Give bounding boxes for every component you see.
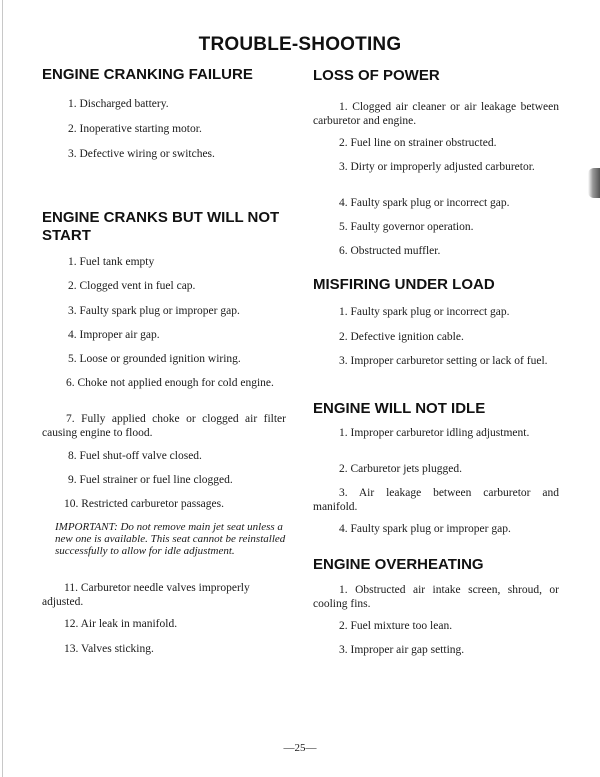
list-item: 3. Dirty or improperly adjusted carburetor. — [339, 161, 535, 173]
list-item: 2. Clogged vent in fuel cap. — [68, 280, 196, 292]
heading-engine-will-not-idle: ENGINE WILL NOT IDLE — [313, 400, 486, 417]
heading-engine-cranks-not-start: ENGINE CRANKS BUT WILL NOT — [42, 209, 280, 226]
page-edge-mark — [588, 168, 600, 198]
list-item: 12. Air leak in manifold. — [64, 618, 178, 630]
list-item: 6. Choke not applied enough for cold engine. — [66, 377, 274, 389]
list-item: 11. Carburetor needle valves improperly adjusted. — [42, 582, 250, 608]
heading-engine-cranks-not-start-line2: START — [42, 227, 91, 244]
list-item: 13. Valves sticking. — [64, 643, 154, 655]
list-item: 1. Clogged air cleaner or air leakage between carburetor and engine. — [313, 101, 559, 127]
list-item: 2. Carburetor jets plugged. — [339, 463, 462, 475]
important-note: IMPORTANT: Do not remove main jet seat unless a new one is available. This seat cannot be reinstalled successfully to allow for idle adjustment. — [55, 521, 286, 557]
list-item: 3. Improper air gap setting. — [339, 644, 465, 656]
list-item: 6. Obstructed muffler. — [339, 245, 441, 257]
page-title: TROUBLE-SHOOTING — [198, 34, 402, 55]
list-item: 3. Defective wiring or switches. — [68, 148, 215, 160]
list-item: 1. Improper carburetor idling adjustment. — [339, 427, 530, 439]
list-item: 7. Fully applied choke or clogged air filter causing engine to flood. — [42, 413, 286, 439]
list-item: 1. Obstructed air intake screen, shroud, or cooling fins. — [313, 584, 559, 610]
page-number: —25— — [283, 742, 317, 754]
list-item: 3. Improper carburetor setting or lack of fuel. — [339, 355, 548, 367]
list-item: 2. Inoperative starting motor. — [68, 123, 202, 135]
list-item: 3. Air leakage between carburetor and manifold. — [313, 487, 559, 513]
heading-engine-overheating: ENGINE OVERHEATING — [313, 556, 484, 573]
list-item: 1. Faulty spark plug or incorrect gap. — [339, 306, 510, 318]
heading-loss-of-power: LOSS OF POWER — [313, 67, 440, 84]
list-item: 9. Fuel strainer or fuel line clogged. — [68, 474, 233, 486]
list-item: 5. Loose or grounded ignition wiring. — [68, 353, 241, 365]
list-item: 5. Faulty governor operation. — [339, 221, 474, 233]
list-item: 2. Fuel line on strainer obstructed. — [339, 137, 497, 149]
list-item: 4. Improper air gap. — [68, 329, 160, 341]
heading-misfiring-under-load: MISFIRING UNDER LOAD — [313, 276, 495, 293]
heading-engine-cranking-failure: ENGINE CRANKING FAILURE — [42, 66, 253, 83]
list-item: 2. Defective ignition cable. — [339, 331, 464, 343]
list-item: 1. Discharged battery. — [68, 98, 169, 110]
list-item: 4. Faulty spark plug or improper gap. — [339, 523, 511, 535]
list-item: 10. Restricted carburetor passages. — [64, 498, 224, 510]
list-item: 4. Faulty spark plug or incorrect gap. — [339, 197, 510, 209]
list-item: 2. Fuel mixture too lean. — [339, 620, 453, 632]
list-item: 1. Fuel tank empty — [68, 256, 155, 268]
list-item: 3. Faulty spark plug or improper gap. — [68, 305, 240, 317]
page-edge-line — [2, 0, 3, 777]
list-item: 8. Fuel shut-off valve closed. — [68, 450, 202, 462]
